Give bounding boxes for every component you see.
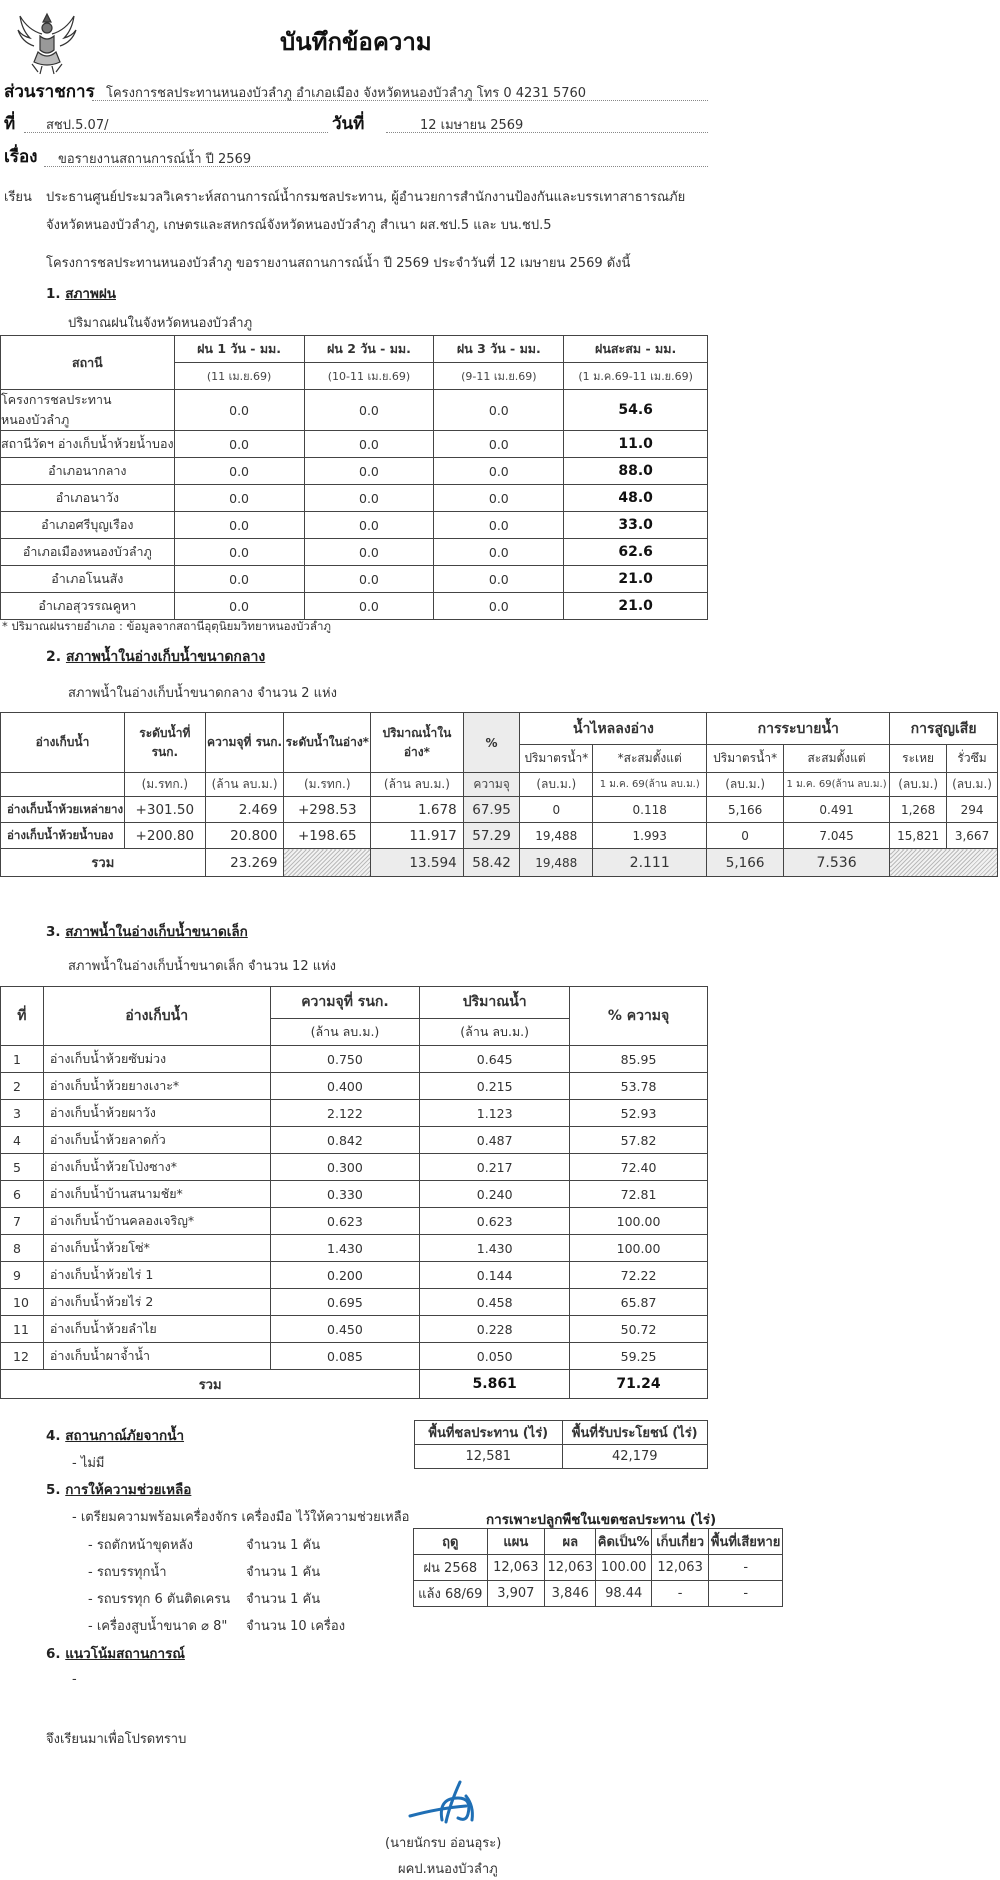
table-row: อำเภอสุวรรณคูหา 0.0 0.0 0.0 21.0 xyxy=(1,593,708,620)
crop-rows xyxy=(414,1555,783,1607)
table-row: 5 อ่างเก็บน้ำห้วยโป่งซาง* 0.300 0.217 72.40 xyxy=(1,1154,708,1181)
col-rain-2day: ฝน 2 วัน - มม. xyxy=(304,336,434,363)
table-row: 4 อ่างเก็บน้ำห้วยลาดกั่ว 0.842 0.487 57.82 xyxy=(1,1127,708,1154)
closing-text: จึงเรียนมาเพื่อโปรดทราบ xyxy=(46,1732,187,1747)
garuda-emblem-icon xyxy=(14,8,80,76)
col-rain-acc: ฝนสะสม - มม. xyxy=(564,336,708,363)
col-group-inflow: น้ำไหลลงอ่าง xyxy=(520,713,707,745)
small-reservoir-rows xyxy=(1,1046,708,1370)
section1-caption: ปริมาณฝนในจังหวัดหนองบัวลำภู xyxy=(68,316,253,331)
salutation-line2: จังหวัดหนองบัวลำภู, เกษตรและสหกรณ์จังหวัดหนองบัวลำภู สำเนา ผส.ชป.5 และ บน.ชป.5 xyxy=(46,218,552,233)
rainfall-footnote: * ปริมาณฝนรายอำเภอ : ข้อมูลจากสถานีอุตุนิยมวิทยาหนองบัวลำภู xyxy=(2,619,331,633)
col-pct: % ความจุ xyxy=(570,987,708,1046)
section1-heading: 1. สภาพฝน xyxy=(46,286,116,302)
subject-line xyxy=(44,146,708,167)
section2-caption: สภาพน้ำในอ่างเก็บน้ำขนาดกลาง จำนวน 2 แห่ง xyxy=(68,686,337,701)
table-row: 12 อ่างเก็บน้ำผาจ้ำน้ำ 0.085 0.050 59.25 xyxy=(1,1343,708,1370)
signer-position: ผคป.หนองบัวลำภู xyxy=(398,1862,498,1877)
aid-item-name: - รถตักหน้าขุดหลัง xyxy=(88,1538,193,1553)
date-value: 12 เมษายน 2569 xyxy=(420,118,524,133)
col-capacity: ความจุที่ รนก. xyxy=(270,987,420,1019)
table-row: 8 อ่างเก็บน้ำห้วยโซ่* 1.430 1.430 100.00 xyxy=(1,1235,708,1262)
aid-item-qty: จำนวน 1 คัน xyxy=(246,1538,321,1553)
table-row: ฝน 2568 12,063 12,063 100.00 12,063 - xyxy=(414,1555,783,1581)
col-no: ที่ xyxy=(1,987,44,1046)
aid-item-qty: จำนวน 10 เครื่อง xyxy=(246,1619,346,1634)
aid-item-name: - รถบรรทุกน้ำ xyxy=(88,1565,167,1580)
section2-heading: 2. สภาพน้ำในอ่างเก็บน้ำขนาดกลาง xyxy=(46,649,266,665)
salutation-line1: ประธานศูนย์ประมวลวิเคราะห์สถานการณ์น้ำกรมชลประทาน, ผู้อำนวยการสำนักงานป้องกันและบรรเทาสาธารณภัย xyxy=(46,190,686,205)
col-name: อ่างเก็บน้ำ xyxy=(43,987,270,1046)
section4-item: - ไม่มี xyxy=(72,1456,105,1471)
table-row: 10 อ่างเก็บน้ำห้วยไร่ 2 0.695 0.458 65.87 xyxy=(1,1289,708,1316)
irrigation-area-table: พื้นที่ชลประทาน (ไร่) พื้นที่รับประโยชน์ (ไร่) 12,581 42,179 xyxy=(414,1420,708,1469)
section3-heading: 3. สภาพน้ำในอ่างเก็บน้ำขนาดเล็ก xyxy=(46,924,248,940)
ref-line xyxy=(24,112,328,133)
subject-value: ขอรายงานสถานการณ์น้ำ ปี 2569 xyxy=(58,152,252,167)
salutation-label: เรียน xyxy=(4,190,32,205)
table-row: 2 อ่างเก็บน้ำห้วยยางเงาะ* 0.400 0.215 53.78 xyxy=(1,1073,708,1100)
col-group-loss: การสูญเสีย xyxy=(890,713,998,745)
signature-icon xyxy=(400,1776,490,1826)
table-row: 1 อ่างเก็บน้ำห้วยซับม่วง 0.750 0.645 85.95 xyxy=(1,1046,708,1073)
table-row: 3 อ่างเก็บน้ำห้วยผาวัง 2.122 1.123 52.93 xyxy=(1,1100,708,1127)
rainfall-table: สถานี ฝน 1 วัน - มม. ฝน 2 วัน - มม. ฝน 3 วัน - มม. ฝนสะสม - มม. (11 เม.ย.69) (10-11 เม.ย.69) (9-11 เม.ย.69) (1 ม.ค.69-11 เม.ย.69) โครงการชลประทานหนองบัวลำภู 0.0 0.0 0.0 54.6 สถานีวัดฯ อ่างเก็บน้ำห้วยน้ำบอง 0.0 0.0 0.0 11.0 อำเภอนากลาง 0.0 0.0 0.0 88.0 อำเภอนาวัง 0.0 0.0 0.0 48.0 อำเภอศรีบุญเรือง 0.0 0.0 0.0 33.0 อำเภอเมืองหนองบัวลำภู 0.0 0.0 0.0 62.6 อำเภอโนนสัง 0.0 0.0 0.0 21.0 อำเภอสุวรรณคูหา 0.0 0.0 0.0 21.0 xyxy=(0,335,708,620)
table-row: อ่างเก็บน้ำห้วยน้ำบอง +200.80 20.800 +198.65 11.917 57.29 19,488 1.993 0 7.045 15,821 3,667 xyxy=(1,823,998,849)
table-row: อำเภอนาวัง 0.0 0.0 0.0 48.0 xyxy=(1,485,708,512)
col-rain-1day: ฝน 1 วัน - มม. xyxy=(174,336,304,363)
agency-value: โครงการชลประทานหนองบัวลำภู อำเภอเมือง จังหวัดหนองบัวลำภู โทร 0 4231 5760 xyxy=(106,86,587,101)
col-group-release: การระบายน้ำ xyxy=(707,713,890,745)
col-level: ระดับน้ำในอ่าง* xyxy=(284,713,371,773)
table-row: 6 อ่างเก็บน้ำบ้านสนามชัย* 0.330 0.240 72.81 xyxy=(1,1181,708,1208)
date-label: วันที่ xyxy=(332,114,365,134)
col-rain-3day: ฝน 3 วัน - มม. xyxy=(434,336,564,363)
section5-intro: - เตรียมความพร้อมเครื่องจักร เครื่องมือ ไว้ให้ความช่วยเหลือ xyxy=(72,1510,410,1525)
table-total-row: รวม 5.861 71.24 xyxy=(1,1370,708,1399)
aid-item-qty: จำนวน 1 คัน xyxy=(246,1565,321,1580)
crop-table-title: การเพาะปลูกพืชในเขตชลประทาน (ไร่) xyxy=(486,1512,717,1528)
intro-text: โครงการชลประทานหนองบัวลำภู ขอรายงานสถานการณ์น้ำ ปี 2569 ประจำวันที่ 12 เมษายน 2569 ดังนี้ xyxy=(46,256,631,271)
col-pct: % xyxy=(463,713,520,773)
small-reservoir-table: ที่ อ่างเก็บน้ำ ความจุที่ รนก. ปริมาณน้ำ % ความจุ (ล้าน ลบ.ม.) (ล้าน ลบ.ม.) 1 อ่างเก็บน้ำห้วยซับม่วง 0.750 0.645 85.95 2 อ่างเก็บน้ำห้วยยางเงาะ* 0.400 0.215 53.78 3 อ่างเก็บน้ำห้วยผาวัง 2.122 1.123 52.93 4 อ่างเก็บน้ำห้วยลาดกั่ว 0.842 0.487 57.82 5 อ่างเก็บน้ำห้วยโป่งซาง* 0.300 0.217 72.40 6 อ่างเก็บน้ำบ้านสนามชัย* 0.330 0.240 72.81 7 อ่างเก็บน้ำบ้านคลองเจริญ* 0.623 0.623 100.00 8 อ่างเก็บน้ำห้วยโซ่* 1.430 1.430 100.00 9 อ่างเก็บน้ำห้วยไร่ 1 0.200 0.144 72.22 10 อ่างเก็บน้ำห้วยไร่ 2 0.695 0.458 65.87 11 อ่างเก็บน้ำห้วยลำไย 0.450 0.228 50.72 12 อ่างเก็บน้ำผาจ้ำน้ำ 0.085 0.050 59.25 รวม 5.861 71.24 xyxy=(0,986,708,1399)
subject-label: เรื่อง xyxy=(4,147,38,167)
section6-heading: 6. แนวโน้มสถานการณ์ xyxy=(46,1646,185,1662)
crop-table: ฤดู แผน ผล คิดเป็น% เก็บเกี่ยว พื้นที่เสียหาย ฝน 2568 12,063 12,063 100.00 12,063 - แล้ง 68/69 3,907 3,846 98.44 - - xyxy=(413,1528,783,1607)
col-volume: ปริมาณน้ำในอ่าง* xyxy=(371,713,464,773)
section4-heading: 4. สถานกาณ์ภัยจากน้ำ xyxy=(46,1428,185,1444)
ref-label: ที่ xyxy=(4,114,16,134)
table-row: อำเภอโนนสัง 0.0 0.0 0.0 21.0 xyxy=(1,566,708,593)
aid-item-qty: จำนวน 1 คัน xyxy=(246,1592,321,1607)
table-row: อำเภอนากลาง 0.0 0.0 0.0 88.0 xyxy=(1,458,708,485)
table-row: แล้ง 68/69 3,907 3,846 98.44 - - xyxy=(414,1581,783,1607)
date-line xyxy=(386,112,708,133)
rainfall-rows xyxy=(1,390,708,620)
aid-item-name: - รถบรรทุก 6 ตันติดเครน xyxy=(88,1592,231,1607)
table-total-row: รวม 23.269 13.594 58.42 19,488 2.111 5,166 7.536 xyxy=(1,849,998,877)
table-row: 7 อ่างเก็บน้ำบ้านคลองเจริญ* 0.623 0.623 100.00 xyxy=(1,1208,708,1235)
table-row: 9 อ่างเก็บน้ำห้วยไร่ 1 0.200 0.144 72.22 xyxy=(1,1262,708,1289)
section5-heading: 5. การให้ความช่วยเหลือ xyxy=(46,1482,192,1498)
table-row: สถานีวัดฯ อ่างเก็บน้ำห้วยน้ำบอง 0.0 0.0 0.0 11.0 xyxy=(1,431,708,458)
col-volume: ปริมาณน้ำ xyxy=(420,987,570,1019)
col-reservoir: อ่างเก็บน้ำ xyxy=(1,713,125,773)
aid-item-name: - เครื่องสูบน้ำขนาด ⌀ 8" xyxy=(88,1619,228,1634)
signer-name: (นายนักรบ อ่อนอุระ) xyxy=(385,1836,502,1851)
agency-label: ส่วนราชการ xyxy=(4,82,95,102)
table-row: อำเภอศรีบุญเรือง 0.0 0.0 0.0 33.0 xyxy=(1,512,708,539)
document-title: บันทึกข้อความ xyxy=(280,28,432,56)
table-row: โครงการชลประทานหนองบัวลำภู 0.0 0.0 0.0 54.6 xyxy=(1,390,708,431)
ref-value: สชป.5.07/ xyxy=(46,118,109,133)
medium-reservoir-table: อ่างเก็บน้ำ ระดับน้ำที่ รนก. ความจุที่ รนก. ระดับน้ำในอ่าง* ปริมาณน้ำในอ่าง* % น้ำไหลลงอ่าง การระบายน้ำ การสูญเสีย ปริมาตรน้ำ* *สะสมตั้งแต่ ปริมาตรน้ำ* สะสมตั้งแต่ ระเหย รั่วซึม (ม.รทก.) (ล้าน ลบ.ม.) (ม.รทก.) (ล้าน ลบ.ม.) ความจุ (ลบ.ม.) 1 ม.ค. 69(ล้าน ลบ.ม.) (ลบ.ม.) 1 ม.ค. 69(ล้าน ลบ.ม.) (ลบ.ม.) (ลบ.ม.) อ่างเก็บน้ำห้วยเหล่ายาง +301.50 2.469 +298.53 1.678 67.95 0 0.118 5,166 0.491 1,268 294 อ่างเก็บน้ำห้วยน้ำบอง +200.80 20.800 +198.65 11.917 57.29 19,488 1.993 0 7.045 15,821 3,667 รวม 23.269 13.594 58.42 19,488 2.111 5,166 7.536 xyxy=(0,712,998,877)
table-row: อำเภอเมืองหนองบัวลำภู 0.0 0.0 0.0 62.6 xyxy=(1,539,708,566)
col-station: สถานี xyxy=(1,336,175,390)
section3-caption: สภาพน้ำในอ่างเก็บน้ำขนาดเล็ก จำนวน 12 แห่ง xyxy=(68,959,337,974)
table-row: 11 อ่างเก็บน้ำห้วยลำไย 0.450 0.228 50.72 xyxy=(1,1316,708,1343)
col-capacity: ความจุที่ รนก. xyxy=(205,713,284,773)
agency-line xyxy=(92,80,708,101)
col-normal-level: ระดับน้ำที่ รนก. xyxy=(124,713,205,773)
table-row: อ่างเก็บน้ำห้วยเหล่ายาง +301.50 2.469 +298.53 1.678 67.95 0 0.118 5,166 0.491 1,268 294 xyxy=(1,797,998,823)
section6-item: - xyxy=(72,1672,77,1687)
